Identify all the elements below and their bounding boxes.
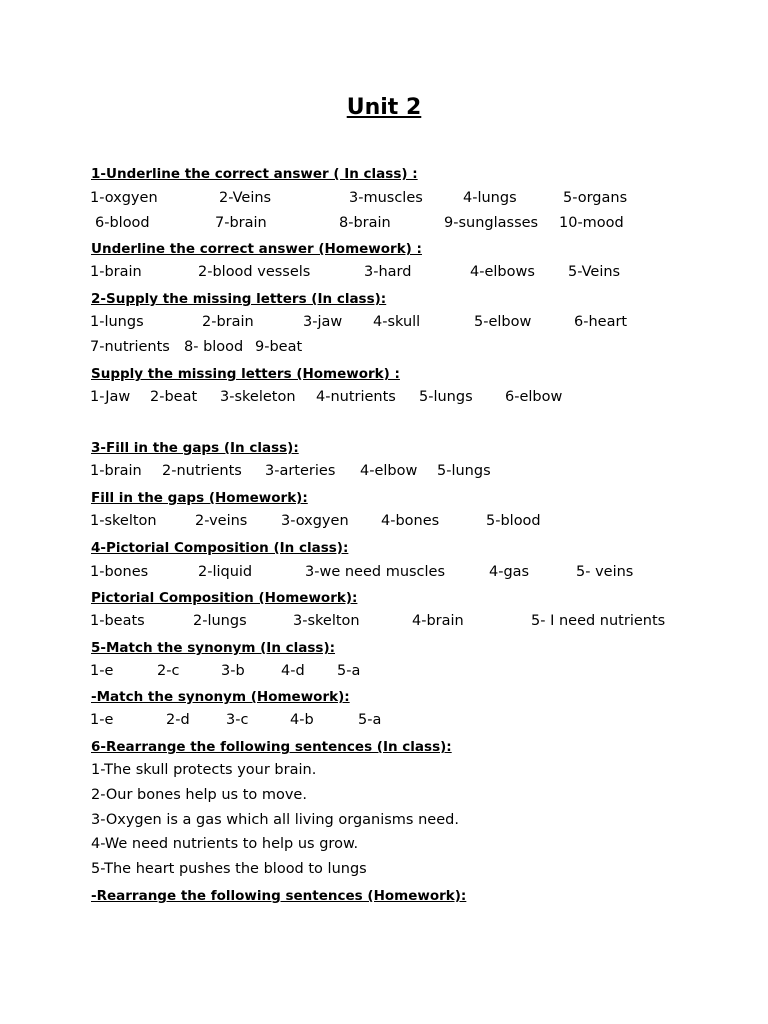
- section-4-homework-heading: Pictorial Composition (Homework):: [91, 590, 358, 606]
- section-4-class-heading: 4-Pictorial Composition (In class):: [91, 540, 349, 556]
- answer-item: 8- blood: [184, 339, 244, 355]
- answer-item: 1-brain: [90, 463, 142, 479]
- answer-item: 1-Jaw: [90, 389, 131, 405]
- answer-item: 3-b: [221, 663, 245, 679]
- answer-item: 4-nutrients: [316, 389, 396, 405]
- answer-item: 4-bones: [381, 513, 440, 529]
- answer-item: 4-skull: [373, 314, 421, 330]
- answer-item: 6-elbow: [505, 389, 563, 405]
- answer-item: 3-jaw: [303, 314, 343, 330]
- answer-item: 3-we need muscles: [305, 564, 446, 580]
- answer-item: 1-lungs: [90, 314, 144, 330]
- answer-item: 3-muscles: [349, 190, 423, 206]
- sentence-line: 4-We need nutrients to help us grow.: [91, 836, 359, 852]
- answers-row: [0, 463, 768, 485]
- answer-item: 2-Veins: [219, 190, 272, 206]
- answer-item: 3-c: [226, 712, 249, 728]
- answer-item: 5-organs: [563, 190, 628, 206]
- answer-item: 4-lungs: [463, 190, 517, 206]
- answer-item: 10-mood: [559, 215, 624, 231]
- answer-item: 4-elbow: [360, 463, 418, 479]
- answer-item: 7-nutrients: [90, 339, 170, 355]
- answers-row: [0, 513, 768, 535]
- section-5-class-heading: 5-Match the synonym (In class):: [91, 640, 336, 656]
- answer-item: 2-c: [157, 663, 180, 679]
- answer-item: 1-skelton: [90, 513, 157, 529]
- answer-item: 3-skeleton: [220, 389, 296, 405]
- section-2-class-heading: 2-Supply the missing letters (In class):: [91, 291, 387, 307]
- answer-item: 3-hard: [364, 264, 412, 280]
- answer-item: 2-brain: [202, 314, 254, 330]
- answer-item: 7-brain: [215, 215, 267, 231]
- answer-item: 5-Veins: [568, 264, 621, 280]
- answer-item: 5-elbow: [474, 314, 532, 330]
- section-5-homework-heading: -Match the synonym (Homework):: [91, 689, 350, 705]
- answer-item: 3-oxgyen: [281, 513, 349, 529]
- section-6-homework-heading: -Rearrange the following sentences (Homework):: [91, 888, 467, 904]
- answer-item: 4-elbows: [470, 264, 535, 280]
- answer-item: 5-blood: [486, 513, 541, 529]
- answer-item: 2-veins: [195, 513, 248, 529]
- section-3-homework-heading: Fill in the gaps (Homework):: [91, 490, 308, 506]
- answer-item: 3-arteries: [265, 463, 336, 479]
- answers-row: [0, 215, 768, 237]
- answer-item: 2-nutrients: [162, 463, 242, 479]
- answers-row: [0, 712, 768, 734]
- answers-row: [0, 564, 768, 586]
- answer-item: 8-brain: [339, 215, 391, 231]
- answer-item: 4-b: [290, 712, 314, 728]
- answer-item: 5-lungs: [419, 389, 473, 405]
- answer-item: 9-beat: [255, 339, 303, 355]
- section-3-class-heading: 3-Fill in the gaps (In class):: [91, 440, 299, 456]
- answer-item: 5- I need nutrients: [531, 613, 666, 629]
- answer-item: 2-blood vessels: [198, 264, 311, 280]
- answer-item: 1-e: [90, 712, 114, 728]
- answer-item: 6-heart: [574, 314, 628, 330]
- section-1-class-heading: 1-Underline the correct answer ( In class) :: [91, 166, 418, 182]
- answer-item: 3-skelton: [293, 613, 360, 629]
- sentence-line: 2-Our bones help us to move.: [91, 787, 307, 803]
- answer-item: 5-lungs: [437, 463, 491, 479]
- sentence-line: 1-The skull protects your brain.: [91, 762, 317, 778]
- answer-item: 4-gas: [489, 564, 530, 580]
- answer-item: 5-a: [358, 712, 382, 728]
- answer-item: 4-brain: [412, 613, 464, 629]
- answer-item: 9-sunglasses: [444, 215, 539, 231]
- answer-item: 2-liquid: [198, 564, 253, 580]
- answer-item: 2-lungs: [193, 613, 247, 629]
- answer-item: 1-brain: [90, 264, 142, 280]
- answer-item: 2-beat: [150, 389, 198, 405]
- answer-item: 6-blood: [95, 215, 150, 231]
- answers-row: [0, 314, 768, 336]
- answers-row: [0, 663, 768, 685]
- answer-item: 2-d: [166, 712, 190, 728]
- section-2-homework-heading: Supply the missing letters (Homework) :: [91, 366, 400, 382]
- answer-item: 1-beats: [90, 613, 145, 629]
- answers-row: [0, 264, 768, 286]
- answers-row: [0, 190, 768, 212]
- sentence-line: 3-Oxygen is a gas which all living organisms need.: [91, 812, 459, 828]
- answer-item: 1-e: [90, 663, 114, 679]
- answers-row: [0, 389, 768, 411]
- section-6-class-heading: 6-Rearrange the following sentences (In class):: [91, 739, 452, 755]
- answers-row: [0, 613, 768, 635]
- page-title: Unit 2: [346, 95, 422, 120]
- answer-item: 5-a: [337, 663, 361, 679]
- answer-item: 4-d: [281, 663, 305, 679]
- answer-item: 5- veins: [576, 564, 634, 580]
- section-1-homework-heading: Underline the correct answer (Homework) :: [91, 241, 422, 257]
- answers-row: [0, 339, 768, 361]
- answer-item: 1-bones: [90, 564, 149, 580]
- sentence-line: 5-The heart pushes the blood to lungs: [91, 861, 367, 877]
- answer-item: 1-oxgyen: [90, 190, 158, 206]
